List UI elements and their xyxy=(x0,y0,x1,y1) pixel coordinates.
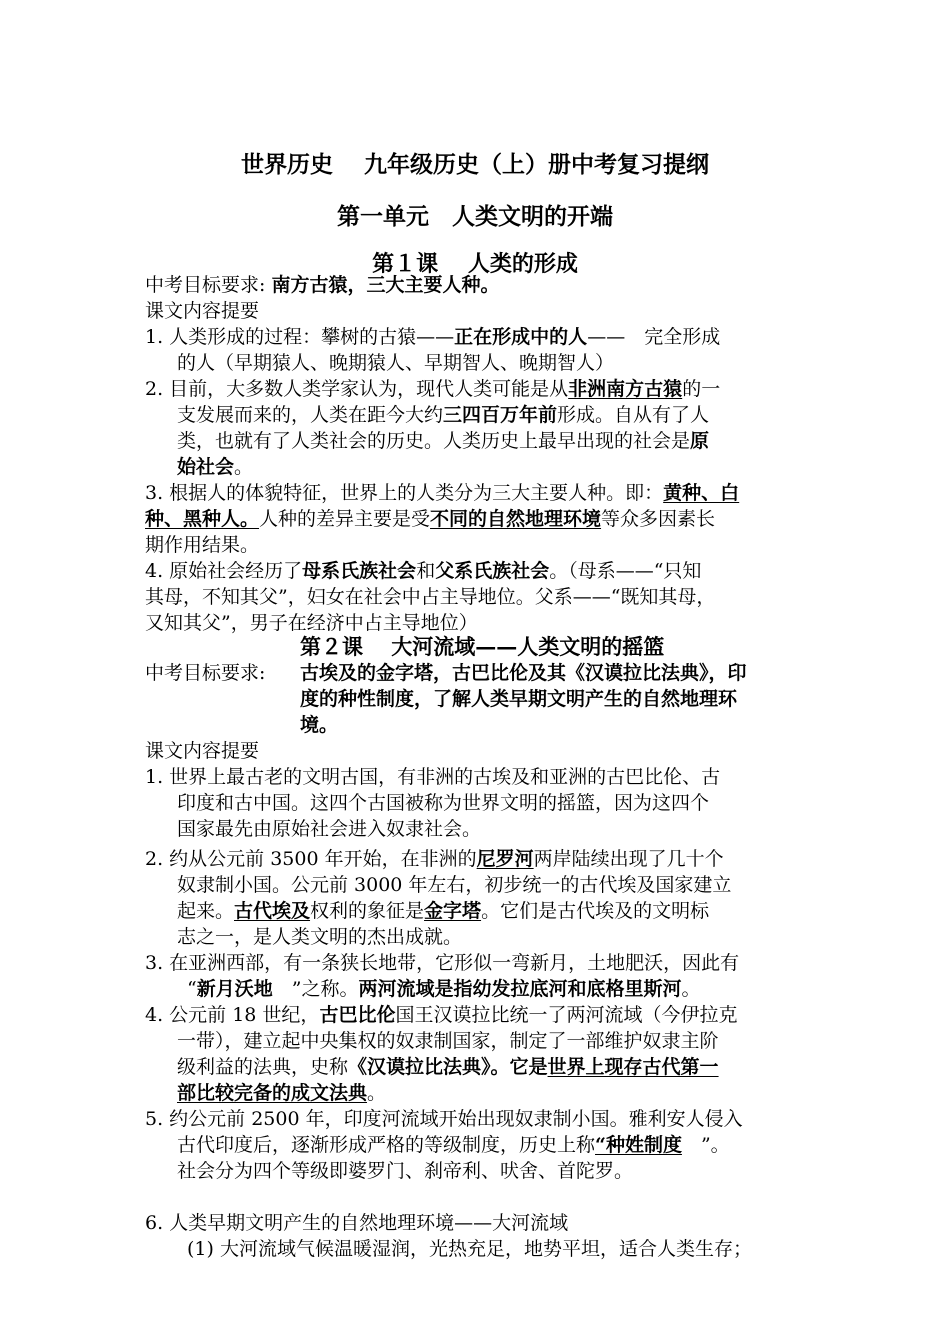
text-run: ”之称。 xyxy=(272,978,359,1000)
text-run: 的一 xyxy=(682,378,721,400)
document-title: 世界历史 九年级历史（上）册中考复习提纲 xyxy=(240,151,709,178)
keyword: “种姓制度 xyxy=(595,1134,682,1156)
keyword: 新月沃地 xyxy=(196,978,273,1000)
lesson2-goal-line3: 境。 xyxy=(300,714,339,736)
lesson2-summary-label: 课文内容提要 xyxy=(145,740,260,762)
lesson2-p5-line2 xyxy=(177,1132,730,1158)
goal-text: 南方古猿，三大主要人种。 xyxy=(271,274,500,296)
lesson2-p4-line4 xyxy=(177,1080,386,1106)
lesson1-title: 第１课 人类的形成 xyxy=(372,251,578,277)
lesson1-p3-line1 xyxy=(145,480,739,506)
lesson2-p2-line2: 奴隶制小国。公元前 3000 年左右，初步统一的古代埃及国家建立 xyxy=(177,874,732,896)
keyword: 《汉谟拉比法典》 xyxy=(348,1056,491,1078)
keyword: 黄种、白 xyxy=(663,482,740,504)
text-run: 1. 人类形成的过程：攀树的古猿—— xyxy=(145,326,455,348)
keyword: 。它是 xyxy=(490,1056,548,1078)
lesson2-p5-line3: 社会分为四个等级即婆罗门、刹帝利、吠舍、首陀罗。 xyxy=(177,1160,634,1182)
text-run: ”。 xyxy=(681,1134,730,1156)
lesson2-p4-line1 xyxy=(145,1002,737,1028)
text-run: 权利的象征是 xyxy=(310,900,425,922)
lesson1-p4-line3: 又知其父”，男子在经济中占主导地位） xyxy=(145,612,478,634)
keyword: 三四百万年前 xyxy=(443,404,558,426)
text-run: “ xyxy=(187,978,197,1000)
keyword: 世界上现存古代第一 xyxy=(547,1056,719,1078)
keyword: 部比较完备的成文法典 xyxy=(177,1082,368,1104)
lesson1-p1-line2: 的人（早期猿人、晚期猿人、早期智人、晚期智人） xyxy=(177,352,615,374)
lesson1-p4-line1 xyxy=(145,558,701,584)
text-run: 两岸陆续出现了几十个 xyxy=(533,848,724,870)
lesson1-p1-line1 xyxy=(145,324,720,350)
lesson1-p2-line4 xyxy=(177,454,253,480)
text-run: 等众多因素长 xyxy=(601,508,716,530)
text-run: 4. 原始社会经历了 xyxy=(145,560,303,582)
text-run: 和 xyxy=(416,560,436,582)
lesson2-p3-line1: 3. 在亚洲西部，有一条狭长地带，它形似一弯新月，土地肥沃，因此有 xyxy=(145,952,740,974)
lesson2-p1-line3: 国家最先由原始社会进入奴隶社会。 xyxy=(177,818,482,840)
lesson2-p5-line1: 5. 约公元前 2500 年，印度河流域开始出现奴隶制小国。雅利安人侵入 xyxy=(145,1108,743,1130)
keyword: 正在形成中的人 xyxy=(454,326,588,348)
text-run: 2. 约从公元前 3500 年开始，在非洲的 xyxy=(145,848,477,870)
lesson2-p1-line2: 印度和古中国。这四个古国被称为世界文明的摇篮，因为这四个 xyxy=(177,792,710,814)
text-run: 支发展而来的，人类在距今大约 xyxy=(177,404,444,426)
text-run: 。 xyxy=(367,1082,387,1104)
lesson2-p6-line1: 6. 人类早期文明产生的自然地理环境——大河流域 xyxy=(145,1212,569,1234)
text-run: 国王汉谟拉比统一了两河流域（今伊拉克 xyxy=(395,1004,738,1026)
text-run: 。 xyxy=(681,978,701,1000)
keyword: 两河流域是指幼发拉底河和底格里斯河 xyxy=(358,978,682,1000)
lesson1-p2-line3 xyxy=(177,428,709,454)
text-run: 。它们是古代埃及的文明标 xyxy=(481,900,710,922)
text-run: 。（母系——“只知 xyxy=(549,560,702,582)
text-run: 类，也就有了人类社会的历史。人类历史上最早出现的社会是 xyxy=(177,430,691,452)
lesson1-p3-line2 xyxy=(145,506,715,532)
lesson2-p6-line2: (1) 大河流域气候温暖湿润，光热充足，地势平坦，适合人类生存； xyxy=(187,1238,752,1260)
lesson2-goal-label: 中考目标要求: xyxy=(145,662,266,684)
text-run: 级利益的法典，史称 xyxy=(177,1056,349,1078)
lesson2-p2-line3 xyxy=(177,898,709,924)
goal-label: 中考目标要求: xyxy=(145,274,266,296)
lesson2-p1-line1: 1. 世界上最古老的文明古国，有非洲的古埃及和亚洲的古巴比伦、古 xyxy=(145,766,721,788)
text-run: 人种的差异主要是受 xyxy=(259,508,431,530)
keyword: 种、黑种人。 xyxy=(145,508,260,530)
lesson2-title: 第２课 大河流域——人类文明的摇篮 xyxy=(300,634,665,659)
keyword: 非洲南方古猿 xyxy=(568,378,683,400)
keyword: 母系氏族社会 xyxy=(302,560,417,582)
keyword: 原 xyxy=(690,430,710,452)
lesson1-goal xyxy=(145,272,499,298)
unit-title: 第一单元 人类文明的开端 xyxy=(337,203,613,230)
keyword: 金字塔 xyxy=(424,900,482,922)
text-run: 形成。自从有了人 xyxy=(557,404,710,426)
keyword: 始社会 xyxy=(177,456,235,478)
text-run: 2. 目前，大多数人类学家认为，现代人类可能是从 xyxy=(145,378,569,400)
lesson2-p3-line2 xyxy=(187,976,700,1002)
lesson1-p2-line1 xyxy=(145,376,720,402)
keyword: 古巴比伦 xyxy=(319,1004,396,1026)
keyword: 古代埃及 xyxy=(234,900,311,922)
text-run: —— 完全形成 xyxy=(587,326,721,348)
lesson1-summary-label: 课文内容提要 xyxy=(145,300,260,322)
text-run: 。 xyxy=(234,456,254,478)
text-run: 古代印度后，逐渐形成严格的等级制度，历史上称 xyxy=(177,1134,596,1156)
lesson2-goal-line1: 古埃及的金字塔，古巴比伦及其《汉谟拉比法典》，印 xyxy=(300,662,747,684)
lesson2-p2-line4: 志之一，是人类文明的杰出成就。 xyxy=(177,926,463,948)
text-run: 起来。 xyxy=(177,900,235,922)
lesson1-p2-line2 xyxy=(177,402,709,428)
lesson2-goal-line2: 度的种性制度，了解人类早期文明产生的自然地理环 xyxy=(300,688,738,710)
keyword: 不同的自然地理环境 xyxy=(430,508,602,530)
keyword: 父系氏族社会 xyxy=(435,560,550,582)
keyword: 尼罗河 xyxy=(476,848,534,870)
lesson1-p3-line3: 期作用结果。 xyxy=(145,534,260,556)
lesson2-p2-line1 xyxy=(145,846,724,872)
text-run: 4. 公元前 18 世纪， xyxy=(145,1004,320,1026)
text-run: 3. 根据人的体貌特征，世界上的人类分为三大主要人种。即： xyxy=(145,482,664,504)
lesson1-p4-line2: 其母，不知其父”，妇女在社会中占主导地位。父系——“既知其母， xyxy=(145,586,716,608)
lesson2-p4-line3 xyxy=(177,1054,719,1080)
lesson2-p4-line2: 一带），建立起中央集权的奴隶制国家，制定了一部维护奴隶主阶 xyxy=(177,1030,719,1052)
